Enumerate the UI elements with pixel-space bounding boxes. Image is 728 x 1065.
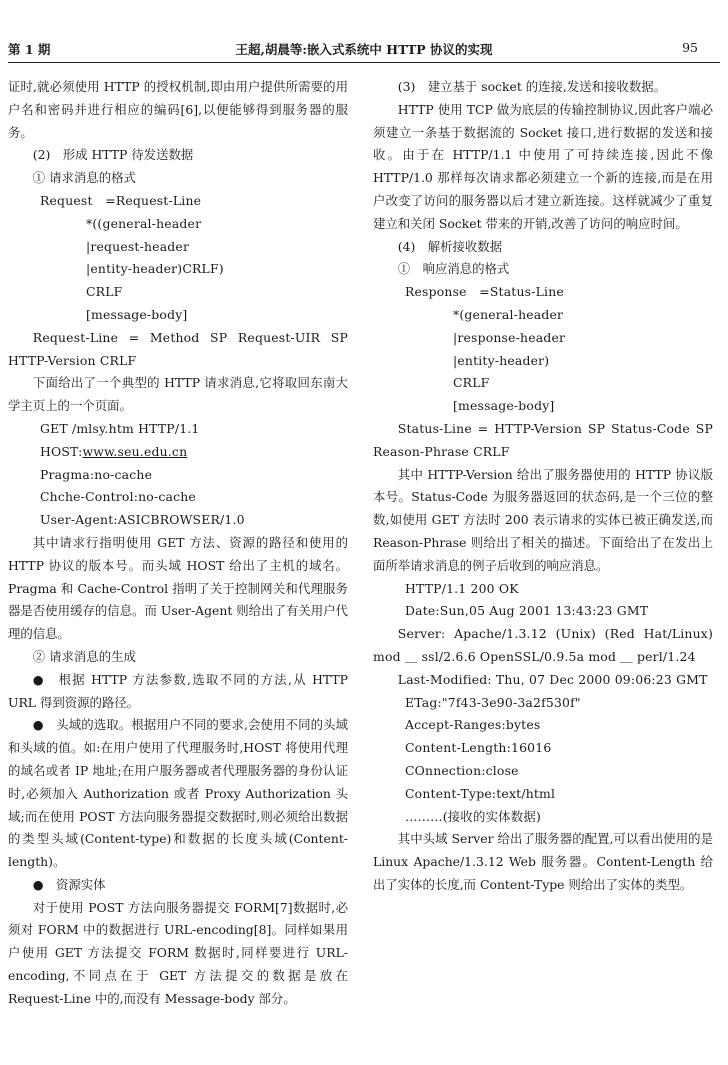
grammar-line: [message-body] (453, 398, 555, 414)
bullet-paragraph: ● 根据 HTTP 方法参数,选取不同的方法,从 HTTP URL 得到资源的路径。 (8, 671, 348, 710)
grammar-line: CRLF (453, 375, 490, 391)
running-header (8, 40, 720, 63)
host-link[interactable]: www.seu.edu.cn (82, 443, 188, 459)
grammar-line: |entity-header)CRLF) (86, 261, 224, 277)
paragraph: HTTP 使用 TCP 做为底层的传输控制协议,因此客户端必须建立一条基于数据流的 Socket 接口,进行数据的发送和接收。由于在 HTTP/1.1 中使用了可持续连接,因此不像 HTTP/1.0 那样每次请求都必须建立一个新的连接,而是在用户改变了访问的服务器以后才建立新连接。这样就减少了重复建立和关闭 Socket 带来的开销,改善了访问的响应时间。 (373, 101, 713, 231)
left-column (8, 76, 348, 1011)
subsection-heading: ① 响应消息的格式 (397, 261, 510, 277)
response-line: Content-Length:16016 (405, 740, 552, 756)
code-line: User-Agent:ASICBROWSER/1.0 (40, 512, 245, 528)
section-heading: (3) 建立基于 socket 的连接,发送和接收数据。 (397, 79, 666, 94)
response-line: ETag:"7f43-3e90-3a2f530f" (405, 694, 581, 710)
paragraph: 证时,就必须使用 HTTP 的授权机制,即由用户提供所需要的用户名和密码并进行相应的编码[6],以便能够得到服务器的服务。 (8, 79, 348, 140)
article-running-title: 王超,胡晨等:嵌入式系统中 HTTP 协议的实现 (235, 42, 493, 57)
paragraph: 其中 HTTP-Version 给出了服务器使用的 HTTP 协议版本号。Status-Code 为服务器返回的状态码,是一个三位的整数,如使用 GET 方法时 200 表示请求的实体已被正确发送,而 Reason-Phrase 则给出了相关的描述。下面给出了在发出上面所举请求消息的例子后收到的响应消息。 (373, 466, 713, 573)
section-heading: (4) 解析接收数据 (397, 238, 503, 254)
subsection-heading: ② 请求消息的生成 (32, 648, 136, 664)
response-line: Server: Apache/1.3.12 (Unix) (Red Hat/Linux) mod ＿ ssl/2.6.6 OpenSSL/0.9.5a mod ＿ perl/1.24 (373, 626, 713, 664)
response-line: HTTP/1.1 200 OK (405, 580, 519, 596)
code-line: Chche-Control:no-cache (40, 489, 196, 505)
grammar-line: *(general-header (453, 306, 564, 322)
grammar-line: Status-Line = HTTP-Version SP Status-Code SP Reason-Phrase CRLF (373, 420, 713, 459)
bullet-paragraph: ● 头域的选取。根据用户不同的要求,会使用不同的头域和头域的值。如:在用户使用了代理服务时,HOST 将使用代理的域名或者 IP 地址;在用户服务器或者代理服务器的身份认证时,必须加入 Authorization 或者 Proxy Authorization 头域;而在使用 POST 方法向服务器提交数据时,则必须给出数据的类型头域(Content-type)和数据的长度头域(Content-length)。 (8, 717, 348, 870)
grammar-line: |response-header (453, 329, 566, 345)
grammar-line: *((general-header (86, 215, 202, 231)
response-line: ………(接收的实体数据) (405, 808, 541, 824)
grammar-line: Request =Request-Line (40, 192, 202, 208)
bullet-heading: ● 资源实体 (32, 876, 106, 892)
grammar-line: [message-body] (86, 306, 188, 322)
paragraph: 下面给出了一个典型的 HTTP 请求消息,它将取回东南大学主页上的一个页面。 (8, 375, 348, 414)
response-line: Accept-Ranges:bytes (405, 717, 541, 733)
code-line (8, 441, 348, 464)
grammar-line: CRLF (86, 284, 123, 300)
code-line: Pragma:no-cache (40, 466, 153, 482)
subsection-heading: ① 请求消息的格式 (32, 170, 136, 186)
grammar-line: Request-Line = Method SP Request-UIR SP HTTP-Version CRLF (8, 329, 348, 368)
response-line: Date:Sun,05 Aug 2001 13:43:23 GMT (405, 603, 649, 619)
paragraph: 其中头域 Server 给出了服务器的配置,可以看出使用的是 Linux Apache/1.3.12 Web 服务器。Content-Length 给出了实体的长度,而 Content-Type 则给出了实体的类型。 (373, 831, 713, 892)
grammar-line: Response =Status-Line (405, 284, 564, 300)
response-line: COnnection:close (405, 762, 519, 778)
section-heading: (2) 形成 HTTP 待发送数据 (32, 147, 194, 163)
response-line: Last-Modified: Thu, 07 Dec 2000 09:06:23 GMT (397, 671, 708, 687)
grammar-line: |request-header (86, 238, 190, 254)
paragraph: 其中请求行指明使用 GET 方法、资源的路径和使用的 HTTP 协议的版本号。而头域 HOST 给出了主机的域名。Pragma 和 Cache-Control 指明了关于控制网关和代理服务器是否使用缓存的信息。而 User-Agent 则给出了有关用户代理的信息。 (8, 534, 348, 642)
paragraph: 对于使用 POST 方法向服务器提交 FORM[7]数据时,必须对 FORM 中的数据进行 URL-encoding[8]。同样如果用户使用 GET 方法提交 FORM 数据时,同样要进行 URL-encoding,不同点在于 GET 方法提交的数据是放在 Request-Line 中的,而没有 Message-body 部分。 (8, 899, 348, 1006)
issue-number: 第 1 期 (8, 42, 51, 57)
page-number: 95 (682, 40, 698, 55)
right-column (373, 76, 713, 897)
response-line: Content-Type:text/html (405, 785, 556, 801)
code-line: GET /mlsy.htm HTTP/1.1 (40, 420, 200, 436)
code-key: HOST: (40, 443, 83, 459)
grammar-line: |entity-header) (453, 352, 550, 368)
